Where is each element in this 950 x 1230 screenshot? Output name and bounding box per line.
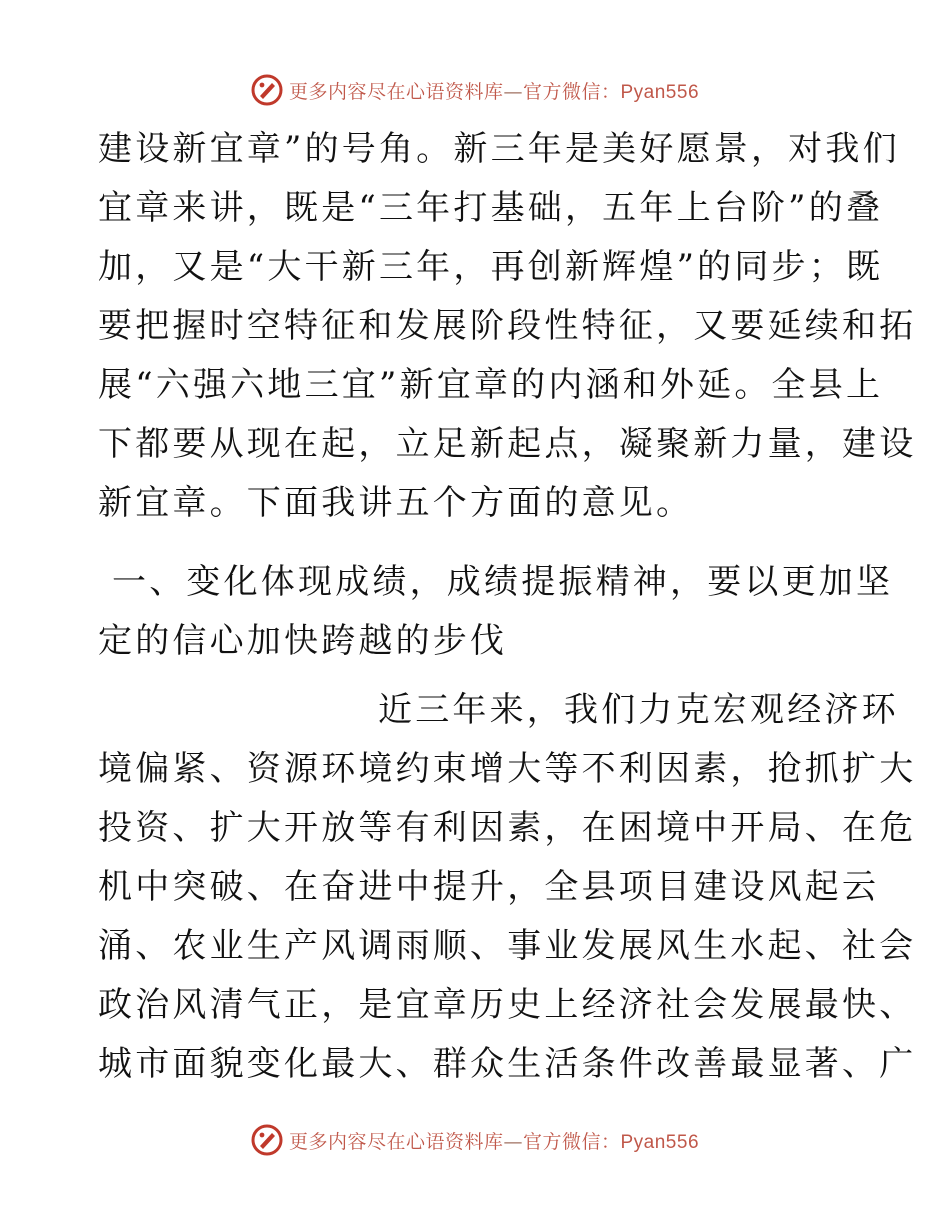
text-line: 城市面貌变化最大、群众生活条件改善最显著、广 [98,1044,917,1084]
text-line: 建设新宜章”的号角。新三年是美好愿景，对我们 [98,129,900,169]
text-line: 政治风清气正，是宜章历史上经济社会发展最快、 [98,985,917,1025]
text-line: 新宜章。下面我讲五个方面的意见。 [98,483,694,523]
text-line: 展“六强六地三宜”新宜章的内涵和外延。全县上 [98,365,884,405]
red-seal-logo-icon [251,1124,283,1156]
heading-line: 定的信心加快跨越的步伐 [98,621,508,661]
text-line: 境偏紧、资源环境约束增大等不利因素，抢抓扩大 [98,749,917,789]
text-line: 宜章来讲，既是“三年打基础，五年上台阶”的叠 [98,188,884,228]
header-watermark [0,72,950,108]
paragraph-continuation [98,120,917,533]
text-line: 下都要从现在起，立足新起点，凝聚新力量，建设 [98,424,917,464]
document-body [98,120,917,1094]
paragraph-achievements [98,681,917,1094]
text-line: 投资、扩大开放等有利因素，在困境中开局、在危 [98,808,917,848]
watermark-text: 更多内容尽在心语资料库—官方微信：Pyan556 [288,80,700,103]
footer-watermark [0,1122,950,1158]
text-line: 近三年来，我们力克宏观经济环 [378,690,899,730]
text-line: 加，又是“大干新三年，再创新辉煌”的同步；既 [98,247,884,287]
watermark-text: 更多内容尽在心语资料库—官方微信：Pyan556 [288,1130,700,1153]
text-line: 涌、农业生产风调雨顺、事业发展风生水起、社会 [98,926,917,966]
section-heading [98,553,894,671]
text-line: 机中突破、在奋进中提升，全县项目建设风起云 [98,867,880,907]
text-line: 要把握时空特征和发展阶段性特征，又要延续和拓 [98,306,917,346]
red-seal-logo-icon [251,74,283,106]
heading-line: 一、变化体现成绩，成绩提振精神，要以更加坚 [112,562,894,602]
